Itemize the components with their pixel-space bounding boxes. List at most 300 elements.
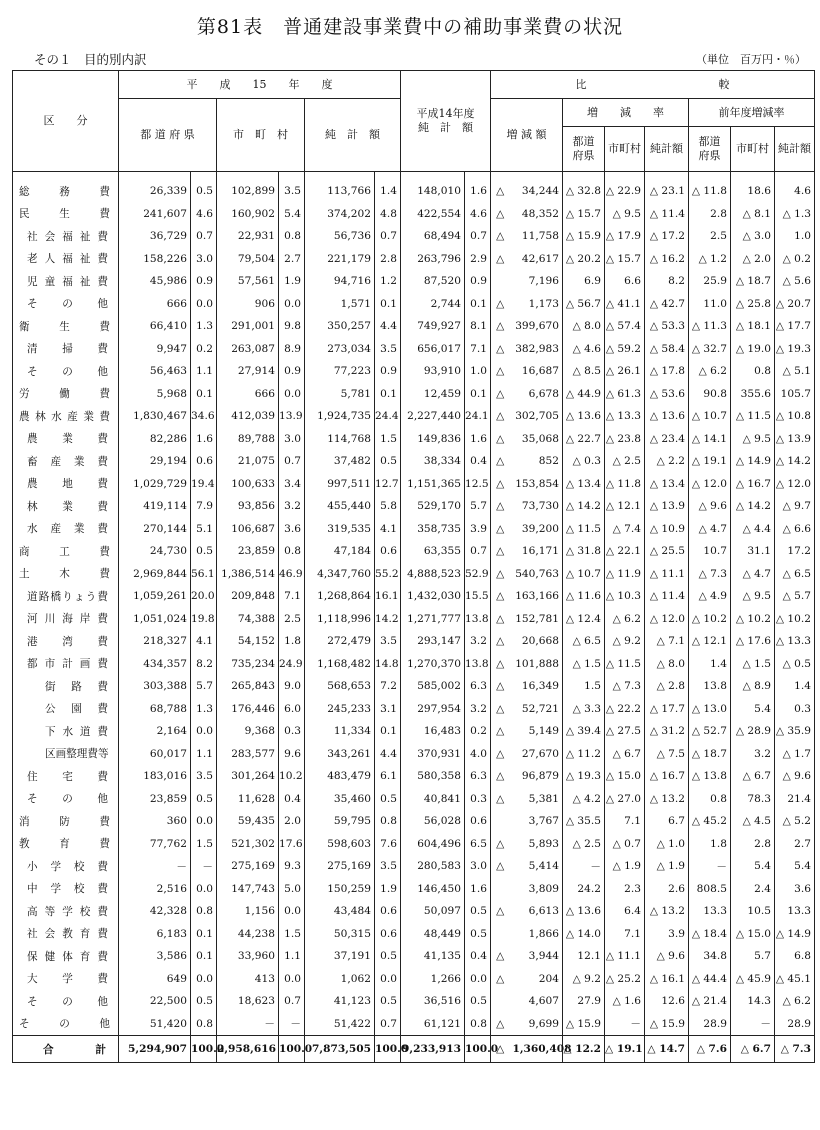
rate-net: △ 31.2 [645,720,689,743]
row-label: 水産業費 [13,518,119,541]
prev-net: △ 14.2 [775,450,815,473]
h14-amount: 41,135 [401,945,465,968]
prev-pref: △ 9.6 [689,495,731,518]
prev-pref: △ 13.8 [689,765,731,788]
h14-share: 0.1 [465,383,491,406]
muni-share: 0.9 [279,360,305,383]
rate-net: △ 7.1 [645,630,689,653]
rate-net: △ 17.8 [645,360,689,383]
pref-share: 3.5 [191,765,217,788]
pref-amount: 68,788 [119,698,191,721]
muni-share: 3.2 [279,495,305,518]
change-sign: △ [491,653,513,676]
muni-share: 10.2 [279,765,305,788]
muni-amount: － [217,1013,279,1036]
pref-share: 0.0 [191,878,217,901]
rate-muni: △ 19.1 [605,1036,645,1063]
rate-muni: △ 6.2 [605,608,645,631]
net-share: 0.5 [375,450,401,473]
h14-share: 4.6 [465,203,491,226]
h14-share: 1.0 [465,360,491,383]
prev-pref: 34.8 [689,945,731,968]
h14-amount: 604,496 [401,833,465,856]
rate-net: △ 42.7 [645,293,689,316]
prev-muni: △ 10.2 [731,608,775,631]
rate-muni: △ 7.3 [605,675,645,698]
pref-share: 19.8 [191,608,217,631]
change-amount: 20,668 [513,630,563,653]
rate-net: △ 1.9 [645,855,689,878]
change-sign: △ [491,450,513,473]
h14-amount: 40,841 [401,788,465,811]
table-row [13,383,815,406]
row-label: 消防費 [13,810,119,833]
prev-net: △ 14.9 [775,923,815,946]
net-share: 5.8 [375,495,401,518]
table-row [13,765,815,788]
row-label: 衛生費 [13,315,119,338]
net-amount: 598,603 [305,833,375,856]
prev-pref: △ 7.6 [689,1036,731,1063]
table-row [13,518,815,541]
rate-pref: 24.2 [563,878,605,901]
change-sign: △ [491,540,513,563]
prev-muni: 78.3 [731,788,775,811]
pref-amount: 419,114 [119,495,191,518]
h14-amount: 68,494 [401,225,465,248]
table-row [13,698,815,721]
change-sign: △ [491,360,513,383]
pref-amount: 218,327 [119,630,191,653]
rate-pref: △ 13.4 [563,473,605,496]
h14-share: 6.3 [465,765,491,788]
pref-amount: 5,294,907 [119,1036,191,1063]
row-label: 商工費 [13,540,119,563]
h14-share: 24.1 [465,405,491,428]
row-label: 大学費 [13,968,119,991]
muni-amount: 291,001 [217,315,279,338]
rate-muni: △ 22.9 [605,172,645,203]
pref-share: 1.1 [191,743,217,766]
rate-net: △ 9.6 [645,945,689,968]
rate-muni: △ 41.1 [605,293,645,316]
prev-net: △ 6.2 [775,990,815,1013]
table-row [13,653,815,676]
row-label: 小学校費 [13,855,119,878]
pref-share: － [191,855,217,878]
rate-pref: △ 35.5 [563,810,605,833]
prev-pref: △ 13.0 [689,698,731,721]
h14-amount: 2,744 [401,293,465,316]
muni-amount: 521,302 [217,833,279,856]
muni-share: 1.9 [279,270,305,293]
rate-muni: 7.1 [605,923,645,946]
prev-net: 6.8 [775,945,815,968]
rate-muni: △ 11.8 [605,473,645,496]
table-row [13,270,815,293]
muni-share: 6.0 [279,698,305,721]
net-share: 4.4 [375,315,401,338]
h14-share: 0.5 [465,923,491,946]
rate-net: △ 13.9 [645,495,689,518]
h14-share: 13.8 [465,608,491,631]
prev-net: 0.3 [775,698,815,721]
rate-pref: △ 12.2 [563,1036,605,1063]
rate-muni: △ 27.0 [605,788,645,811]
change-sign: △ [491,698,513,721]
change-sign: △ [491,428,513,451]
net-share: 12.7 [375,473,401,496]
row-label: 街路費 [13,675,119,698]
prev-pref: △ 12.1 [689,630,731,653]
table-row [13,248,815,271]
pref-share: 1.3 [191,698,217,721]
muni-share: 0.0 [279,900,305,923]
prev-muni: 10.5 [731,900,775,923]
rate-muni: △ 13.3 [605,405,645,428]
prev-net: △ 20.7 [775,293,815,316]
net-amount: 5,781 [305,383,375,406]
pref-share: 0.0 [191,293,217,316]
h14-amount: 61,121 [401,1013,465,1036]
pref-share: 5.1 [191,518,217,541]
muni-share: 9.3 [279,855,305,878]
row-label: 公園費 [13,698,119,721]
rate-pref: △ 4.2 [563,788,605,811]
change-amount: 42,617 [513,248,563,271]
net-share: 0.5 [375,945,401,968]
muni-amount: 412,039 [217,405,279,428]
prev-net: 2.7 [775,833,815,856]
table-row [13,225,815,248]
change-amount: 204 [513,968,563,991]
change-sign: △ [491,855,513,878]
pref-share: 0.1 [191,945,217,968]
table-row [13,172,815,203]
h14-amount: 1,271,777 [401,608,465,631]
muni-amount: 93,856 [217,495,279,518]
rate-net: 6.7 [645,810,689,833]
prev-pref: 808.5 [689,878,731,901]
table-row [13,405,815,428]
pref-amount: 2,516 [119,878,191,901]
net-share: 4.1 [375,518,401,541]
rate-net: △ 25.5 [645,540,689,563]
net-share: 0.6 [375,923,401,946]
prev-muni: 3.2 [731,743,775,766]
rate-muni: △ 6.7 [605,743,645,766]
prev-muni: △ 3.0 [731,225,775,248]
change-amount: 5,381 [513,788,563,811]
change-sign: △ [491,743,513,766]
prev-pref: △ 6.2 [689,360,731,383]
pref-share: 100.0 [191,1036,217,1063]
rate-muni: △ 9.5 [605,203,645,226]
h14-share: 3.9 [465,518,491,541]
row-label: 民生費 [13,203,119,226]
total-row [13,1036,815,1063]
rate-muni: △ 10.3 [605,585,645,608]
prev-muni: 5.4 [731,698,775,721]
pref-amount: 9,947 [119,338,191,361]
rate-pref: △ 2.5 [563,833,605,856]
h14-amount: 370,931 [401,743,465,766]
pref-amount: 42,328 [119,900,191,923]
muni-share: 3.0 [279,428,305,451]
prev-net: △ 10.8 [775,405,815,428]
net-amount: 245,233 [305,698,375,721]
net-amount: 997,511 [305,473,375,496]
rate-muni: △ 57.4 [605,315,645,338]
table-row [13,720,815,743]
rate-pref: △ 19.3 [563,765,605,788]
header-change-rate: 増 減 率 [563,99,689,127]
table-row [13,473,815,496]
pref-share: 7.9 [191,495,217,518]
change-sign: △ [491,585,513,608]
net-share: 7.6 [375,833,401,856]
rate-pref: － [563,855,605,878]
pref-amount: 303,388 [119,675,191,698]
prev-pref: △ 21.4 [689,990,731,1013]
net-amount: 275,169 [305,855,375,878]
muni-amount: 176,446 [217,698,279,721]
change-amount: 3,944 [513,945,563,968]
change-amount: 7,196 [513,270,563,293]
row-label: 総務費 [13,172,119,203]
prev-muni: △ 1.5 [731,653,775,676]
rate-pref: △ 8.0 [563,315,605,338]
change-amount: 39,200 [513,518,563,541]
h14-amount: 2,227,440 [401,405,465,428]
rate-net: 2.6 [645,878,689,901]
table-row [13,878,815,901]
muni-amount: 21,075 [217,450,279,473]
prev-muni: 2.4 [731,878,775,901]
net-amount: 114,768 [305,428,375,451]
h14-share: 52.9 [465,563,491,586]
change-amount: 852 [513,450,563,473]
prev-pref: 90.8 [689,383,731,406]
rate-net: △ 58.4 [645,338,689,361]
muni-share: 100.0 [279,1036,305,1063]
row-label: その他 [13,1013,119,1036]
muni-amount: 735,234 [217,653,279,676]
prev-muni: 5.7 [731,945,775,968]
rate-net: △ 23.1 [645,172,689,203]
prev-muni: 2.8 [731,833,775,856]
header-prev-change-rate: 前年度増減率 [689,99,815,127]
header-net-total: 純 計 額 [305,99,401,172]
table-row [13,495,815,518]
pref-amount: 649 [119,968,191,991]
muni-share: 5.4 [279,203,305,226]
h14-amount: 358,735 [401,518,465,541]
pref-amount: 51,420 [119,1013,191,1036]
change-amount: 153,854 [513,473,563,496]
h14-amount: 1,151,365 [401,473,465,496]
muni-amount: 1,156 [217,900,279,923]
prev-pref: － [689,855,731,878]
pref-share: 1.6 [191,428,217,451]
row-label: 下水道費 [13,720,119,743]
prev-net: △ 5.2 [775,810,815,833]
rate-pref: △ 56.7 [563,293,605,316]
muni-amount: 2,958,616 [217,1036,279,1063]
muni-share: 0.0 [279,968,305,991]
prev-pref: 13.8 [689,675,731,698]
pref-share: 0.0 [191,968,217,991]
pref-amount: 183,016 [119,765,191,788]
change-amount: 4,607 [513,990,563,1013]
h14-amount: 1,432,030 [401,585,465,608]
header-change-amount: 増 減 額 [491,99,563,172]
h14-amount: 56,028 [401,810,465,833]
rate-pref: 27.9 [563,990,605,1013]
muni-amount: 44,238 [217,923,279,946]
prev-muni: △ 45.9 [731,968,775,991]
muni-share: 3.6 [279,518,305,541]
h14-share: 3.2 [465,630,491,653]
h14-amount: 38,334 [401,450,465,473]
rate-pref: △ 13.6 [563,405,605,428]
muni-amount: 54,152 [217,630,279,653]
h14-amount: 36,516 [401,990,465,1013]
pref-amount: 3,586 [119,945,191,968]
muni-share: 1.8 [279,630,305,653]
net-share: 14.2 [375,608,401,631]
rate-net: △ 11.4 [645,585,689,608]
net-share: 3.1 [375,698,401,721]
h14-share: 13.8 [465,653,491,676]
pref-amount: 158,226 [119,248,191,271]
rate-pref: △ 8.5 [563,360,605,383]
pref-amount: 36,729 [119,225,191,248]
net-amount: 77,223 [305,360,375,383]
h14-share: 1.6 [465,172,491,203]
prev-pref: 28.9 [689,1013,731,1036]
h14-amount: 422,554 [401,203,465,226]
rate-muni: △ 9.2 [605,630,645,653]
pref-amount: 82,286 [119,428,191,451]
muni-amount: 89,788 [217,428,279,451]
h14-amount: 4,888,523 [401,563,465,586]
net-share: 14.8 [375,653,401,676]
row-label: 都市計画費 [13,653,119,676]
net-amount: 1,571 [305,293,375,316]
prev-net: 5.4 [775,855,815,878]
muni-share: 24.9 [279,653,305,676]
pref-share: 0.8 [191,1013,217,1036]
net-amount: 374,202 [305,203,375,226]
h14-amount: 149,836 [401,428,465,451]
change-sign [491,878,513,901]
h14-amount: 580,358 [401,765,465,788]
h14-share: 0.5 [465,900,491,923]
change-sign: △ [491,720,513,743]
h14-amount: 48,449 [401,923,465,946]
prev-net: 21.4 [775,788,815,811]
net-amount: 11,334 [305,720,375,743]
muni-share: 0.3 [279,720,305,743]
net-share: 6.1 [375,765,401,788]
prev-muni: 355.6 [731,383,775,406]
net-amount: 1,268,864 [305,585,375,608]
rate-pref: △ 11.5 [563,518,605,541]
pref-amount: 1,029,729 [119,473,191,496]
pref-amount: 23,859 [119,788,191,811]
rate-muni: △ 11.5 [605,653,645,676]
pref-share: 8.2 [191,653,217,676]
rate-pref: 6.9 [563,270,605,293]
net-amount: 150,259 [305,878,375,901]
change-amount: 48,352 [513,203,563,226]
prev-pref: △ 18.7 [689,743,731,766]
change-amount: 6,613 [513,900,563,923]
change-amount: 6,678 [513,383,563,406]
pref-share: 56.1 [191,563,217,586]
h14-share: 7.1 [465,338,491,361]
change-sign: △ [491,172,513,203]
rate-muni: △ 2.5 [605,450,645,473]
pref-share: 0.5 [191,990,217,1013]
prev-pref: △ 4.7 [689,518,731,541]
h14-amount: 293,147 [401,630,465,653]
net-share: 0.5 [375,788,401,811]
change-sign: △ [491,473,513,496]
rate-net: △ 17.7 [645,698,689,721]
pref-amount: 26,339 [119,172,191,203]
rate-muni: △ 15.0 [605,765,645,788]
muni-amount: 59,435 [217,810,279,833]
prev-muni: △ 14.2 [731,495,775,518]
net-share: 1.5 [375,428,401,451]
change-amount: 1,173 [513,293,563,316]
rate-muni: － [605,1013,645,1036]
h14-share: 12.5 [465,473,491,496]
net-amount: 455,440 [305,495,375,518]
table-row [13,450,815,473]
table-row [13,630,815,653]
table-row [13,788,815,811]
prev-pref: △ 18.4 [689,923,731,946]
prev-muni: △ 8.9 [731,675,775,698]
header-category: 区 分 [13,71,119,172]
change-amount: 3,767 [513,810,563,833]
prev-net: △ 6.5 [775,563,815,586]
change-amount: 101,888 [513,653,563,676]
row-label: 農林水産業費 [13,405,119,428]
rate-pref: △ 13.6 [563,900,605,923]
change-amount: 52,721 [513,698,563,721]
rate-net: △ 2.8 [645,675,689,698]
prev-pref: 11.0 [689,293,731,316]
pref-share: 4.1 [191,630,217,653]
muni-share: 1.1 [279,945,305,968]
net-amount: 483,479 [305,765,375,788]
change-amount: 1,866 [513,923,563,946]
table-row [13,923,815,946]
net-share: 0.1 [375,383,401,406]
net-amount: 1,168,482 [305,653,375,676]
h14-share: 6.5 [465,833,491,856]
prev-net: 4.6 [775,172,815,203]
table-row [13,540,815,563]
prev-muni: △ 4.4 [731,518,775,541]
prev-pref: 2.8 [689,203,731,226]
table-row [13,743,815,766]
change-sign: △ [491,968,513,991]
